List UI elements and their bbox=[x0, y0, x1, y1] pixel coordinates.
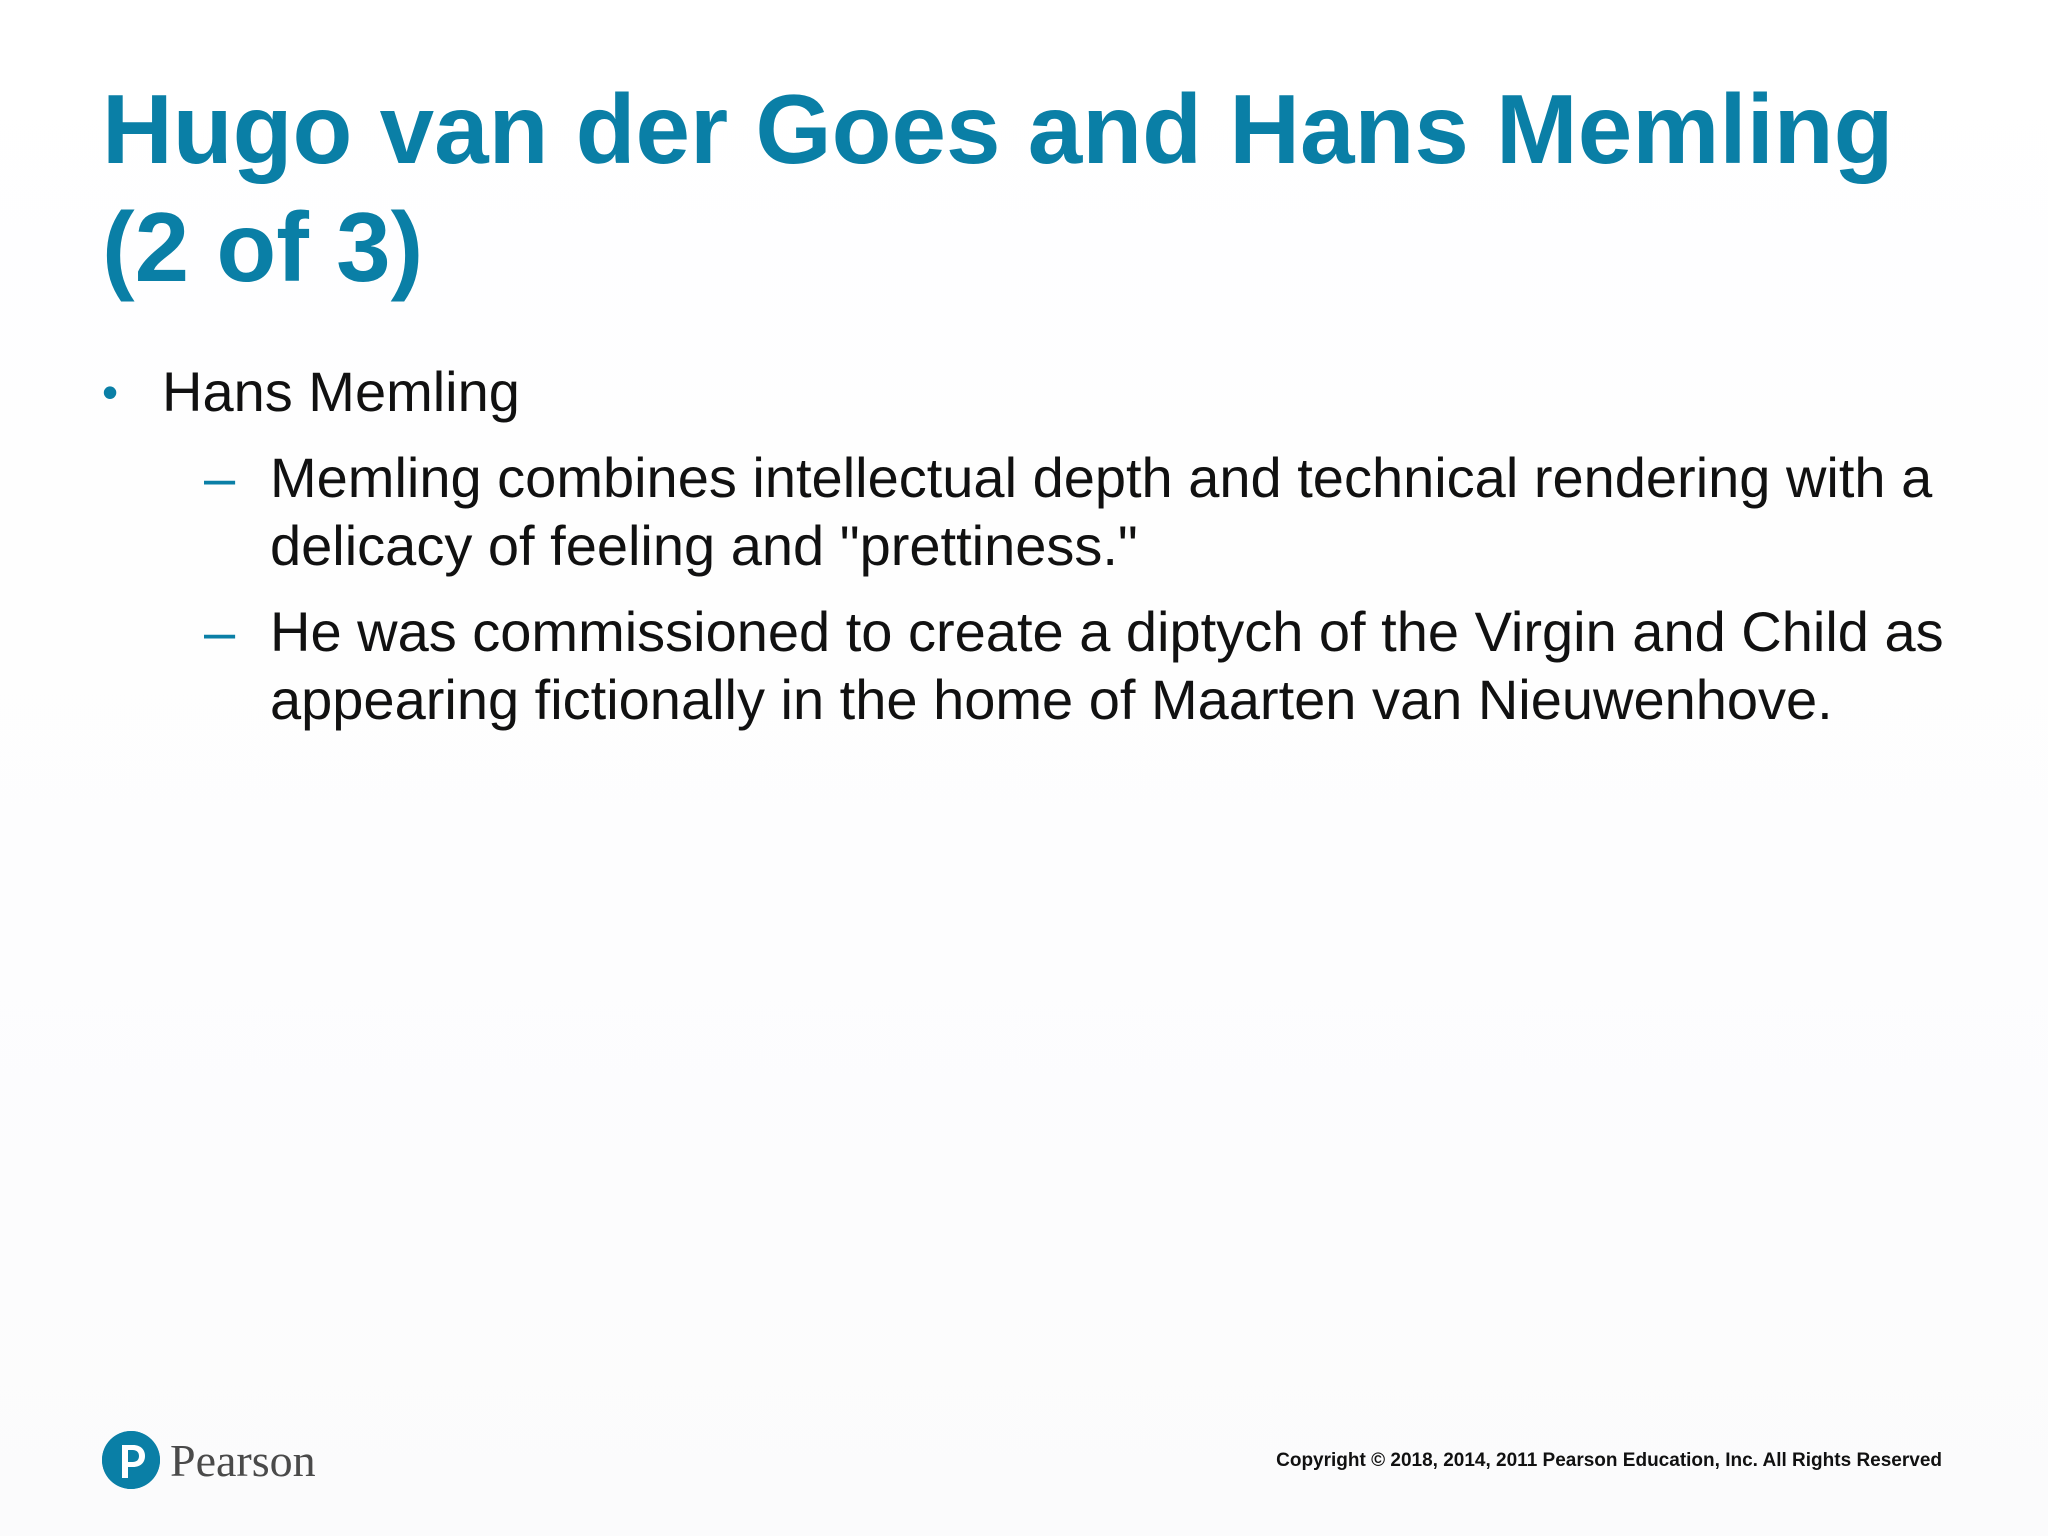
sub-bullet-list bbox=[102, 444, 1962, 734]
slide-title bbox=[102, 70, 1982, 306]
sub-bullet-marker: – bbox=[204, 446, 236, 509]
sub-bullet-item bbox=[204, 598, 2048, 734]
bullet-item bbox=[102, 358, 1962, 426]
slide-title-line-2: (2 of 3) bbox=[102, 192, 424, 302]
bullet-text: Hans Memling bbox=[162, 360, 520, 423]
bullet-marker: • bbox=[102, 366, 119, 418]
slide-title-line-1: Hugo van der Goes and Hans Memling bbox=[102, 74, 1894, 184]
sub-bullet-text: Memling combines intellectual depth and technical rendering with a delicacy of feeling and "prettiness." bbox=[270, 446, 1933, 577]
pearson-logo-text: Pearson bbox=[170, 1434, 316, 1486]
copyright-notice: Copyright © 2018, 2014, 2011 Pearson Education, Inc. All Rights Reserved bbox=[1276, 1450, 1942, 1471]
pearson-p-logo-icon bbox=[102, 1431, 160, 1489]
pearson-logo bbox=[102, 1428, 316, 1492]
slide-content bbox=[102, 358, 1962, 752]
sub-bullet-item bbox=[204, 444, 2048, 580]
sub-bullet-marker: – bbox=[204, 600, 236, 663]
sub-bullet-text: He was commissioned to create a diptych of the Virgin and Child as appearing fictionally in the home of Maarten van Nieuwenhove. bbox=[270, 600, 1944, 731]
